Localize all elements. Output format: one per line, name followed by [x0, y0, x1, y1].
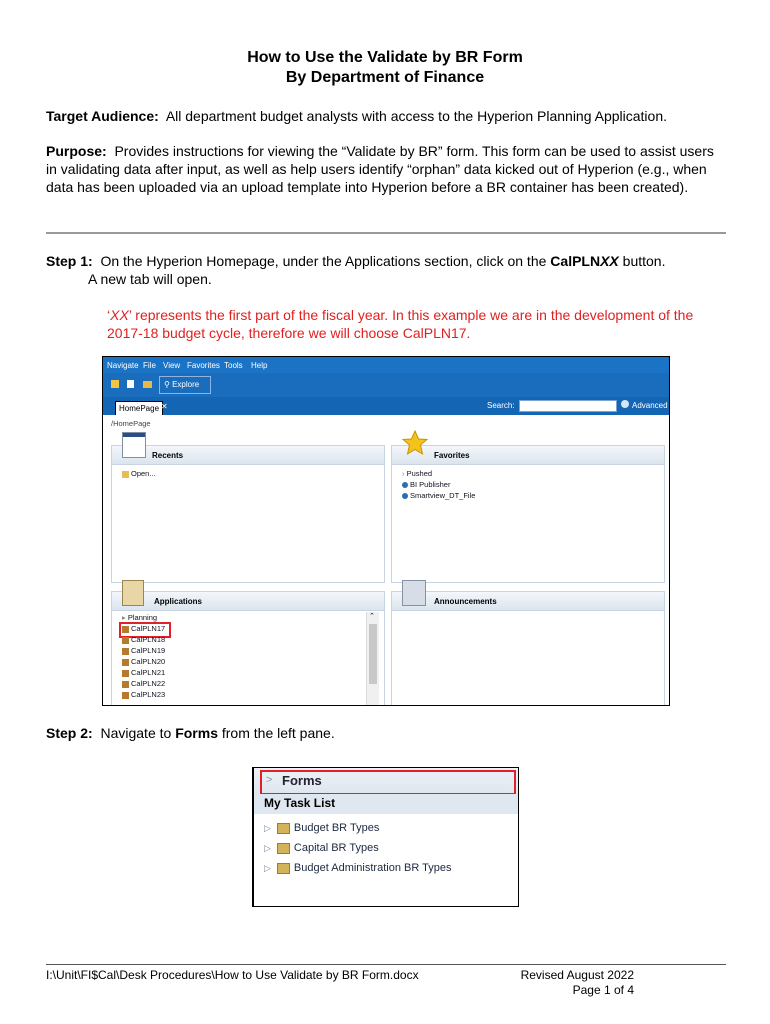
search-label: Search: — [487, 401, 515, 410]
forms-highlight — [260, 770, 516, 795]
purpose-label: Purpose: — [46, 143, 107, 159]
homepage-content — [103, 415, 669, 705]
applications-panel — [111, 591, 385, 706]
step1-text-after: button. — [622, 253, 666, 269]
menu-tools[interactable]: Tools — [224, 361, 243, 370]
expand-icon[interactable]: ▷ — [264, 823, 271, 833]
applications-group-planning[interactable]: ▸ Planning — [122, 613, 158, 622]
application-item[interactable]: CalPLN23 — [122, 689, 165, 700]
application-item[interactable]: CalPLN17 — [122, 623, 165, 634]
forms-pane-screenshot — [252, 767, 519, 907]
step1-paragraph — [46, 252, 726, 270]
menu-favorites[interactable]: Favorites — [187, 361, 220, 370]
application-item[interactable]: CalPLN21 — [122, 667, 165, 678]
announcements-header: Announcements — [392, 592, 664, 611]
recents-panel — [111, 445, 385, 583]
tab-homepage[interactable]: HomePage — [115, 401, 163, 417]
step1-button-name: CalPLNXX — [550, 253, 619, 269]
open-folder-icon — [122, 471, 129, 478]
menu-file[interactable]: File — [143, 361, 156, 370]
purpose-paragraph — [46, 142, 726, 196]
hyperion-homepage-screenshot — [102, 356, 670, 706]
advanced-link[interactable]: Advanced — [632, 401, 668, 410]
folder-icon[interactable] — [143, 381, 152, 388]
smartview-icon — [402, 493, 408, 499]
document-icon[interactable] — [127, 380, 134, 388]
purpose-text: Provides instructions for viewing the “Validate by BR” form. This form can be used to assist users in validating data after input, as well as help users identify “orphan” data kicked out of Hyperion (e.g., when data has been uploaded via an upload template into Hyperion before a BR container has been created). — [46, 143, 714, 195]
announcements-panel — [391, 591, 665, 706]
step1-label: Step 1: — [46, 253, 93, 269]
explore-icon: ⚲ — [164, 380, 170, 389]
task-item-budget-admin-br-types[interactable]: ▷ Budget Administration BR Types — [264, 862, 452, 874]
scroll-thumb[interactable] — [369, 624, 377, 684]
application-icon — [122, 670, 129, 677]
breadcrumb: /HomePage — [111, 419, 151, 428]
step2-text-before: Navigate to — [100, 725, 172, 741]
folder-icon — [277, 843, 290, 854]
audience-paragraph — [46, 107, 726, 125]
footer-divider — [46, 964, 726, 965]
step1-text-before: On the Hyperion Homepage, under the Applications section, click on the — [100, 253, 547, 269]
applications-header: Applications — [112, 592, 384, 611]
task-item-capital-br-types[interactable]: ▷ Capital BR Types — [264, 842, 379, 854]
folder-icon — [277, 823, 290, 834]
explore-button[interactable]: ⚲ Explore — [159, 376, 211, 394]
footer-path: I:\Unit\FI$Cal\Desk Procedures\How to Use Validate by BR Form.docx — [46, 968, 419, 982]
favorites-item-bi-publisher[interactable]: BI Publisher — [402, 479, 450, 490]
tab-close-icon[interactable]: ✕ — [161, 402, 168, 411]
menu-view[interactable]: View — [163, 361, 181, 370]
search-input[interactable] — [519, 400, 617, 412]
scroll-up-icon[interactable]: ⌃ — [369, 613, 375, 620]
menu-bar — [103, 357, 669, 373]
favorites-item-pushed[interactable]: › Pushed — [402, 469, 433, 478]
toolbar — [103, 373, 669, 397]
expand-icon[interactable]: ▷ — [264, 843, 271, 853]
step1-note: ‘XX’ represents the first part of the fiscal year. In this example we are in the development of the 2017-18 budget cycle, therefore we will choose CalPLN17. — [107, 307, 694, 341]
task-item-budget-br-types[interactable]: ▷ Budget BR Types — [264, 822, 380, 834]
step1-line2: A new tab will open. — [88, 271, 212, 287]
announcements-icon — [402, 580, 426, 606]
favorites-item-smartview[interactable]: Smartview_DT_File — [402, 490, 475, 501]
application-item[interactable]: CalPLN19 — [122, 645, 165, 656]
favorites-panel — [391, 445, 665, 583]
applications-scrollbar[interactable] — [366, 612, 379, 706]
applications-icon — [122, 580, 144, 606]
step1-note-xx: XX — [110, 307, 129, 323]
audience-text: All department budget analysts with access to the Hyperion Planning Application. — [165, 108, 667, 124]
application-icon — [122, 637, 129, 644]
home-icon[interactable] — [111, 380, 119, 388]
step2-label: Step 2: — [46, 725, 93, 741]
step2-paragraph — [46, 724, 726, 742]
recents-window-icon — [122, 432, 146, 458]
folder-icon — [277, 863, 290, 874]
expand-icon[interactable]: ▷ — [264, 863, 271, 873]
bi-publisher-icon — [402, 482, 408, 488]
favorites-header: Favorites — [392, 446, 664, 465]
application-icon — [122, 648, 129, 655]
advanced-search-icon[interactable] — [621, 400, 629, 408]
footer-revised: Revised August 2022 — [520, 968, 634, 982]
recents-header: Recents — [112, 446, 384, 465]
page-title: How to Use the Validate by BR Form — [247, 49, 523, 66]
page-subtitle: By Department of Finance — [285, 69, 485, 86]
application-icon — [122, 681, 129, 688]
application-item[interactable]: CalPLN18 — [122, 634, 165, 645]
forms-chevron-icon: > — [266, 774, 273, 786]
recents-item-open[interactable]: Open... — [122, 468, 156, 479]
forms-label[interactable]: Forms — [282, 773, 322, 788]
step2-text-after: from the left pane. — [221, 725, 335, 741]
application-icon — [122, 692, 129, 699]
audience-label: Target Audience: — [46, 108, 159, 124]
section-divider — [46, 232, 726, 234]
menu-navigate[interactable]: Navigate — [107, 361, 139, 370]
application-item[interactable]: CalPLN20 — [122, 656, 165, 667]
tab-bar — [103, 397, 669, 415]
footer-page-number: Page 1 of 4 — [572, 983, 634, 997]
menu-help[interactable]: Help — [251, 361, 268, 370]
favorites-star-icon — [402, 430, 428, 456]
task-list-header: My Task List — [254, 794, 518, 814]
step2-forms-bold: Forms — [175, 725, 218, 741]
application-icon — [122, 659, 129, 666]
application-item[interactable]: CalPLN22 — [122, 678, 165, 689]
